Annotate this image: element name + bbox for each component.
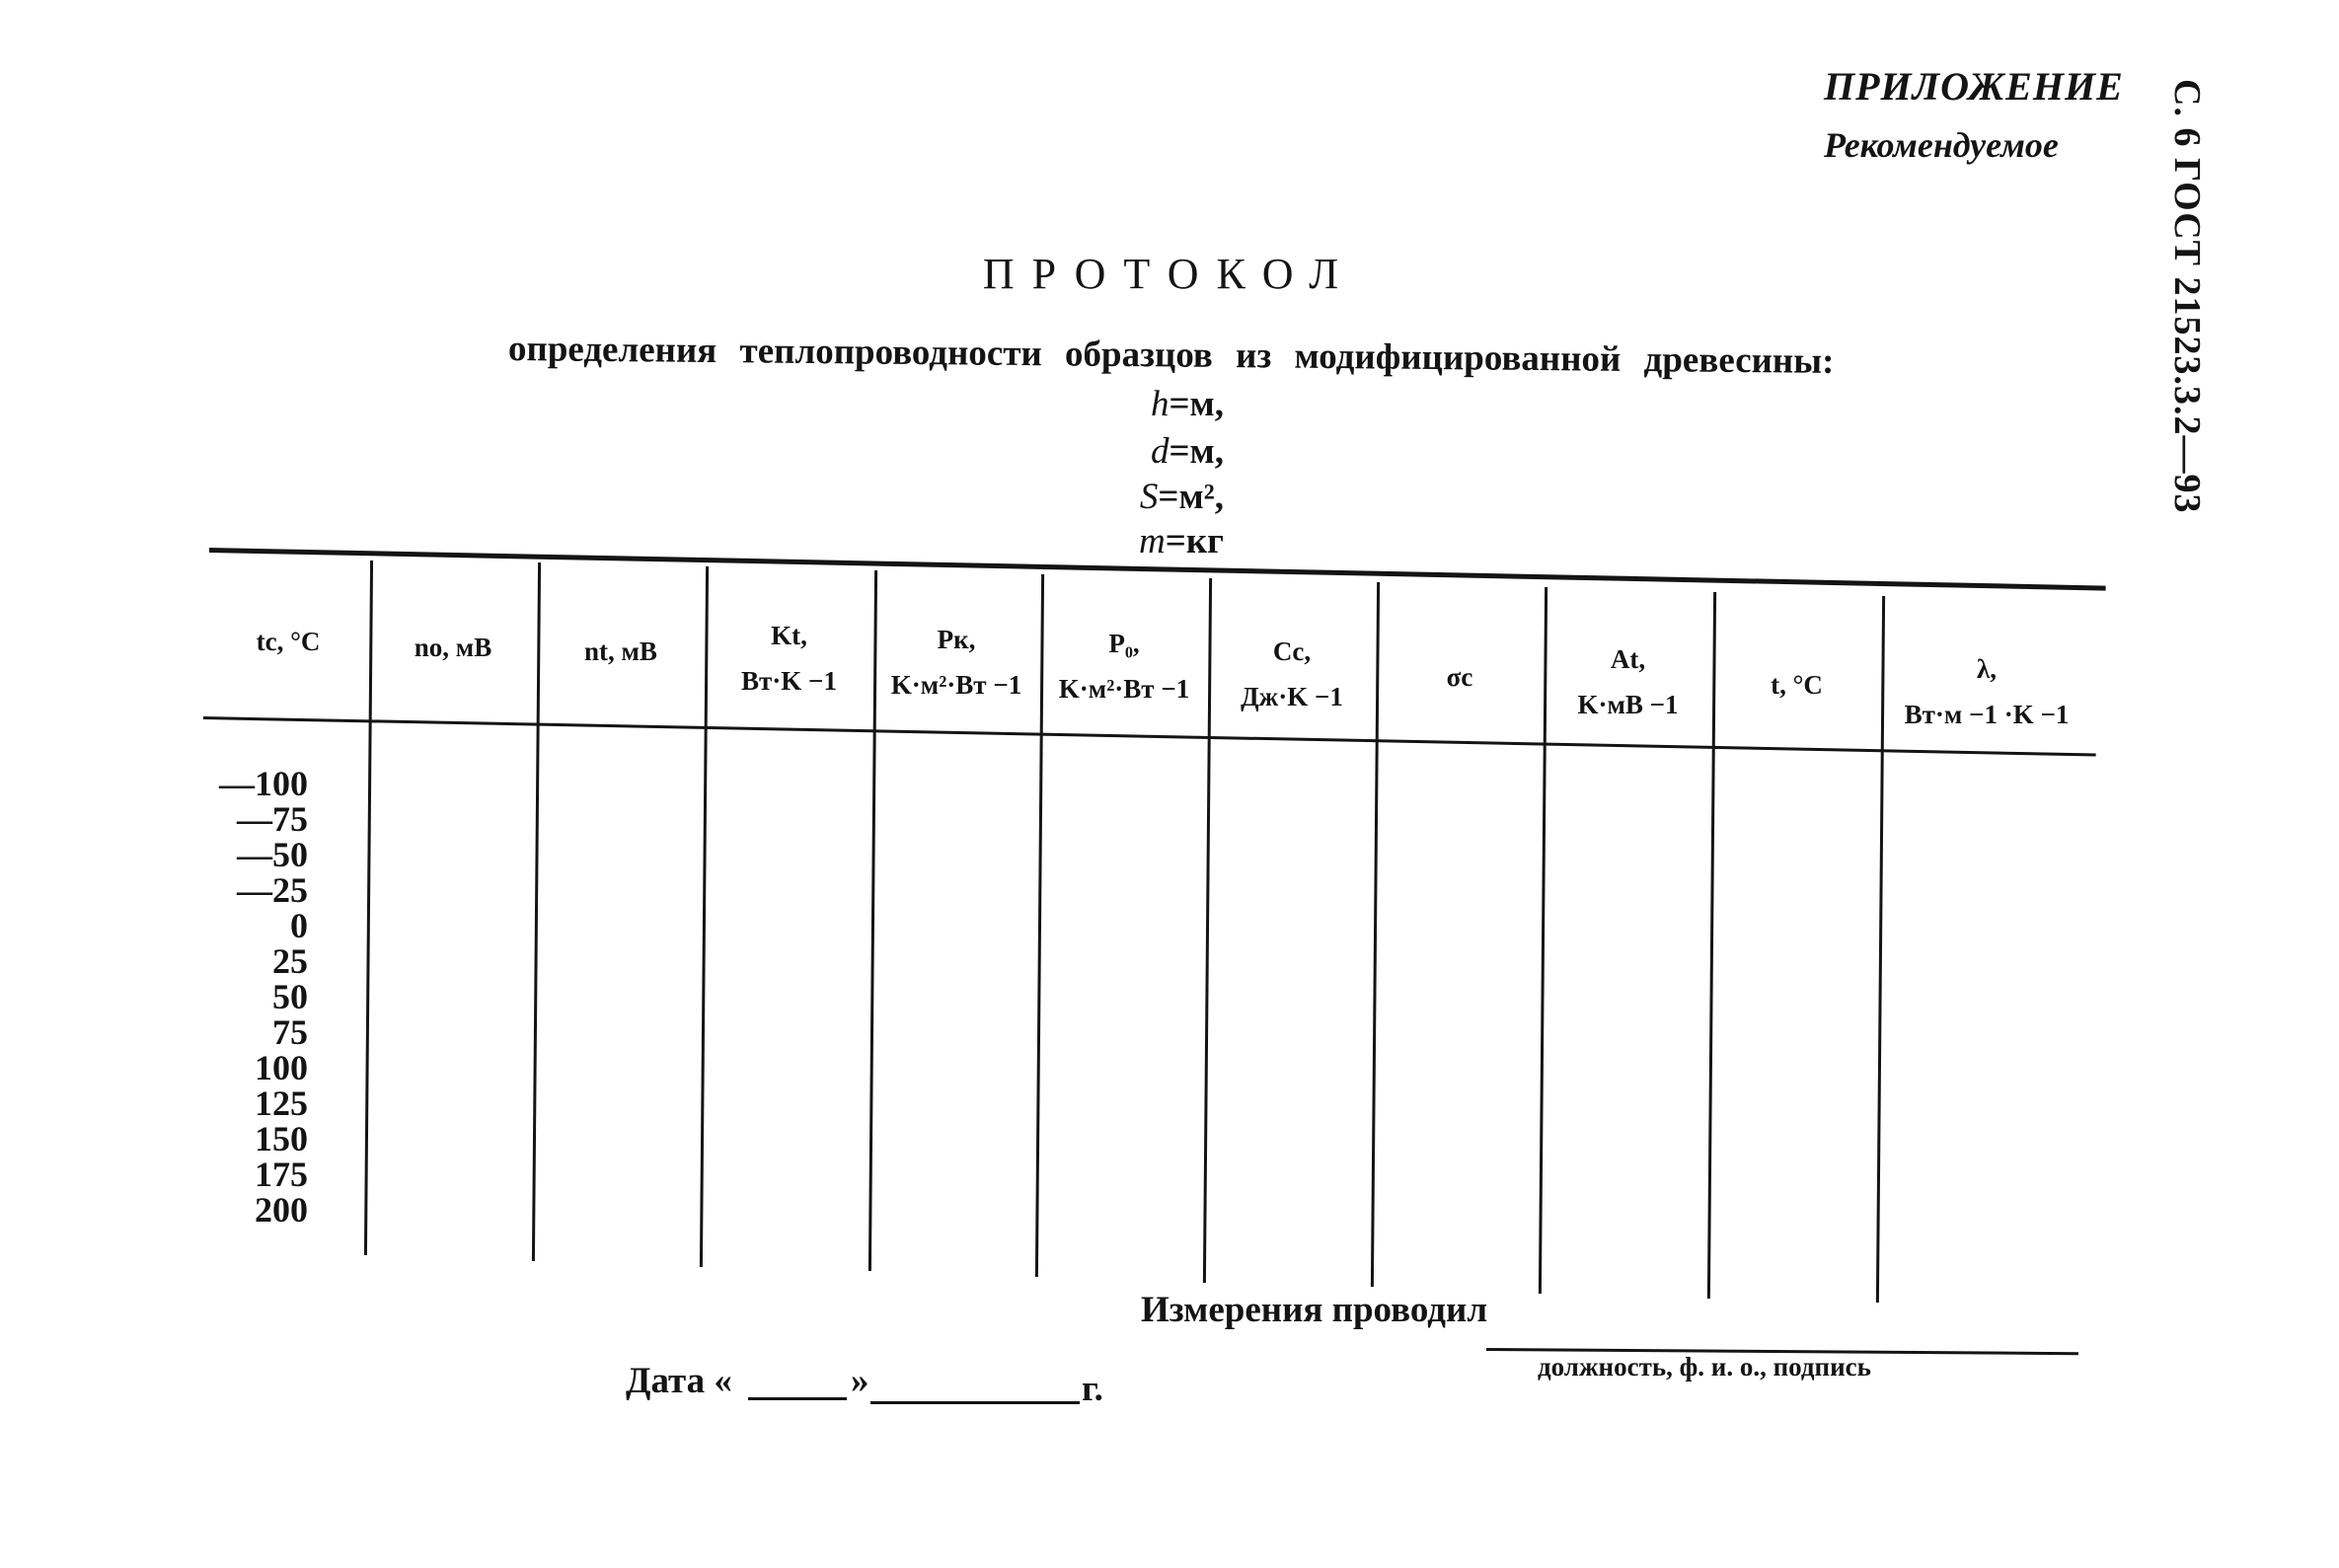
col-header-unit: Дж·K −1	[1241, 681, 1343, 711]
row-label: 150	[255, 1119, 308, 1158]
col-header-unit: Вт·K −1	[741, 665, 837, 696]
col-header-pk	[874, 618, 1038, 709]
document-title	[0, 249, 2339, 299]
col-header-label: Kt,	[771, 621, 807, 650]
appendix-label: ПРИЛОЖЕНИЕ	[1824, 64, 2124, 109]
param-h-symbol: h	[1150, 384, 1170, 424]
signature-caption: должность, ф. и. о., подпись	[1538, 1352, 1871, 1381]
param-d-value: =м,	[1169, 431, 1224, 472]
table-header-rule	[203, 716, 2096, 756]
col-header-sigma	[1378, 655, 1542, 701]
col-header-t	[1714, 663, 1879, 709]
param-h-value: =м,	[1169, 384, 1224, 424]
param-d	[1046, 430, 1224, 473]
col-header-label: P₀,	[1108, 629, 1140, 658]
row-label: 0	[290, 906, 308, 945]
date-day-line	[748, 1397, 847, 1400]
date-mid: »	[851, 1361, 869, 1401]
col-header-label: Pк,	[937, 625, 976, 654]
recommended-label: Рекомендуемое	[1824, 125, 2059, 165]
col-header-unit: Вт·м −1 ·K −1	[1904, 699, 2070, 729]
row-label: 100	[255, 1048, 308, 1087]
col-header-cc	[1210, 630, 1374, 720]
col-header-label: nt, мВ	[584, 636, 657, 666]
row-label: 200	[255, 1190, 308, 1230]
col-header-unit: K·мВ −1	[1577, 689, 1679, 719]
col-header-label: t, °C	[1771, 670, 1823, 700]
row-label: 175	[255, 1155, 308, 1194]
param-m-value: =кг	[1165, 521, 1224, 561]
row-label: —75	[237, 799, 308, 839]
date-label: Дата «	[626, 1361, 732, 1401]
param-m-symbol: m	[1139, 521, 1166, 561]
col-header-label: tс, °C	[256, 627, 321, 656]
col-header-label: σс	[1446, 662, 1473, 692]
row-label: —50	[237, 835, 308, 874]
row-label: —100	[219, 764, 308, 803]
date-year-suffix: г.	[1082, 1369, 1103, 1409]
col-header-label: nо, мВ	[414, 633, 492, 662]
measured-by-label: Измерения проводил	[1141, 1290, 1488, 1330]
col-header-tc	[209, 620, 367, 665]
param-m	[1046, 520, 1224, 562]
document-title-text: ПРОТОКОЛ	[982, 250, 1357, 298]
date-month-line	[870, 1401, 1080, 1404]
param-s-symbol: S	[1139, 477, 1159, 517]
param-h	[1046, 383, 1224, 425]
col-header-kt	[707, 614, 871, 705]
col-header-label: At,	[1610, 644, 1646, 674]
param-s-value: =м²,	[1158, 477, 1224, 517]
document-subtitle: определения теплопроводности образцов из модифицированной древесины:	[507, 329, 1835, 382]
col-header-nt	[539, 630, 703, 675]
col-header-p0	[1042, 622, 1206, 712]
param-d-symbol: d	[1150, 431, 1170, 472]
col-header-unit: K·м²·Вт −1	[890, 669, 1022, 700]
col-header-unit: K·м²·Вт −1	[1058, 673, 1190, 704]
row-label: 125	[255, 1083, 308, 1123]
row-label: 50	[272, 977, 308, 1016]
param-s	[1046, 476, 1224, 518]
col-header-label: Cс,	[1272, 636, 1312, 666]
col-header-no	[371, 626, 535, 671]
row-label: —25	[237, 870, 308, 910]
col-header-label: λ,	[1976, 654, 1997, 684]
col-header-at	[1546, 637, 1710, 728]
standard-page-code: С. 6 ГОСТ 21523.3.2—93	[2166, 79, 2208, 514]
row-label: 75	[272, 1012, 308, 1052]
col-header-lambda	[1883, 647, 2090, 738]
row-label: 25	[272, 941, 308, 981]
